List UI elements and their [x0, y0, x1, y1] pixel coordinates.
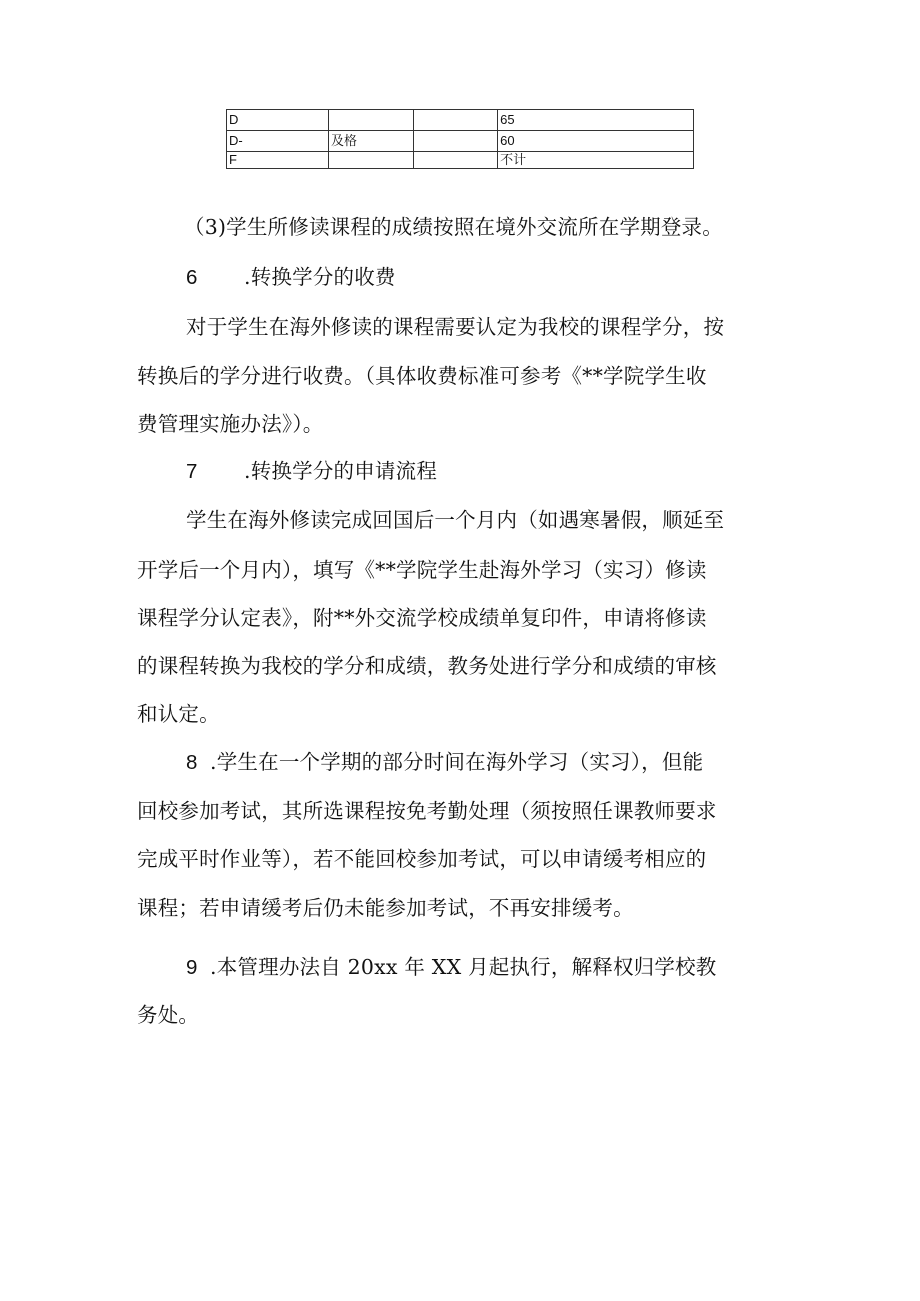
section-title: .转换学分的申请流程 — [244, 459, 438, 483]
score-cell: 65 — [498, 110, 694, 131]
item-3-paragraph: （3)学生所修读课程的成绩按照在境外交流所在学期登录。 — [184, 215, 723, 239]
section-7-line: 开学后一个月内），填写《**学院学生赴海外学习（实习）修读 — [137, 558, 707, 582]
grade-table — [226, 109, 694, 169]
section-6-line: 转换后的学分进行收费。（具体收费标准可参考《**学院学生收 — [137, 364, 707, 388]
section-8-line: 完成平时作业等），若不能回校参加考试，可以申请缓考相应的 — [137, 847, 707, 871]
grade-cell: D — [227, 110, 329, 131]
section-8-line: 回校参加考试，其所选课程按免考勤处理（须按照任课教师要求 — [137, 799, 717, 823]
section-6-line: 费管理实施办法》）。 — [137, 412, 324, 436]
section-number: 6 — [186, 266, 198, 289]
score-cell: 不计 — [498, 152, 694, 169]
section-6-heading — [186, 262, 396, 293]
section-number: 9 — [186, 956, 198, 979]
section-8-line — [186, 747, 703, 778]
section-7-line: 的课程转换为我校的学分和成绩，教务处进行学分和成绩的审核 — [137, 654, 717, 678]
section-9-line — [186, 952, 716, 983]
empty-cell — [414, 131, 498, 152]
section-text: .学生在一个学期的部分时间在海外学习（实习），但能 — [210, 750, 704, 774]
section-number: 8 — [186, 751, 198, 774]
level-cell — [328, 110, 413, 131]
level-cell — [328, 152, 413, 169]
section-8-line: 课程；若申请缓考后仍未能参加考试，不再安排缓考。 — [137, 896, 634, 920]
empty-cell — [414, 110, 498, 131]
section-text: .本管理办法自 20xx 年 XX 月起执行，解释权归学校教 — [210, 955, 717, 979]
section-7-line: 课程学分认定表》，附**外交流学校成绩单复印件，申请将修读 — [137, 606, 707, 630]
table-row — [227, 110, 694, 131]
section-7-line: 和认定。 — [137, 702, 220, 726]
section-number: 7 — [186, 460, 198, 483]
section-7-line: 学生在海外修读完成回国后一个月内（如遇寒暑假，顺延至 — [186, 508, 725, 532]
section-9-line: 务处。 — [137, 1003, 200, 1027]
level-cell: 及格 — [328, 131, 413, 152]
table-row — [227, 131, 694, 152]
section-7-heading — [186, 456, 437, 487]
section-6-line: 对于学生在海外修读的课程需要认定为我校的课程学分，按 — [186, 315, 725, 339]
table-row — [227, 152, 694, 169]
empty-cell — [414, 152, 498, 169]
score-cell: 60 — [498, 131, 694, 152]
section-title: .转换学分的收费 — [244, 265, 396, 289]
grade-cell: F — [227, 152, 329, 169]
grade-cell: D- — [227, 131, 329, 152]
